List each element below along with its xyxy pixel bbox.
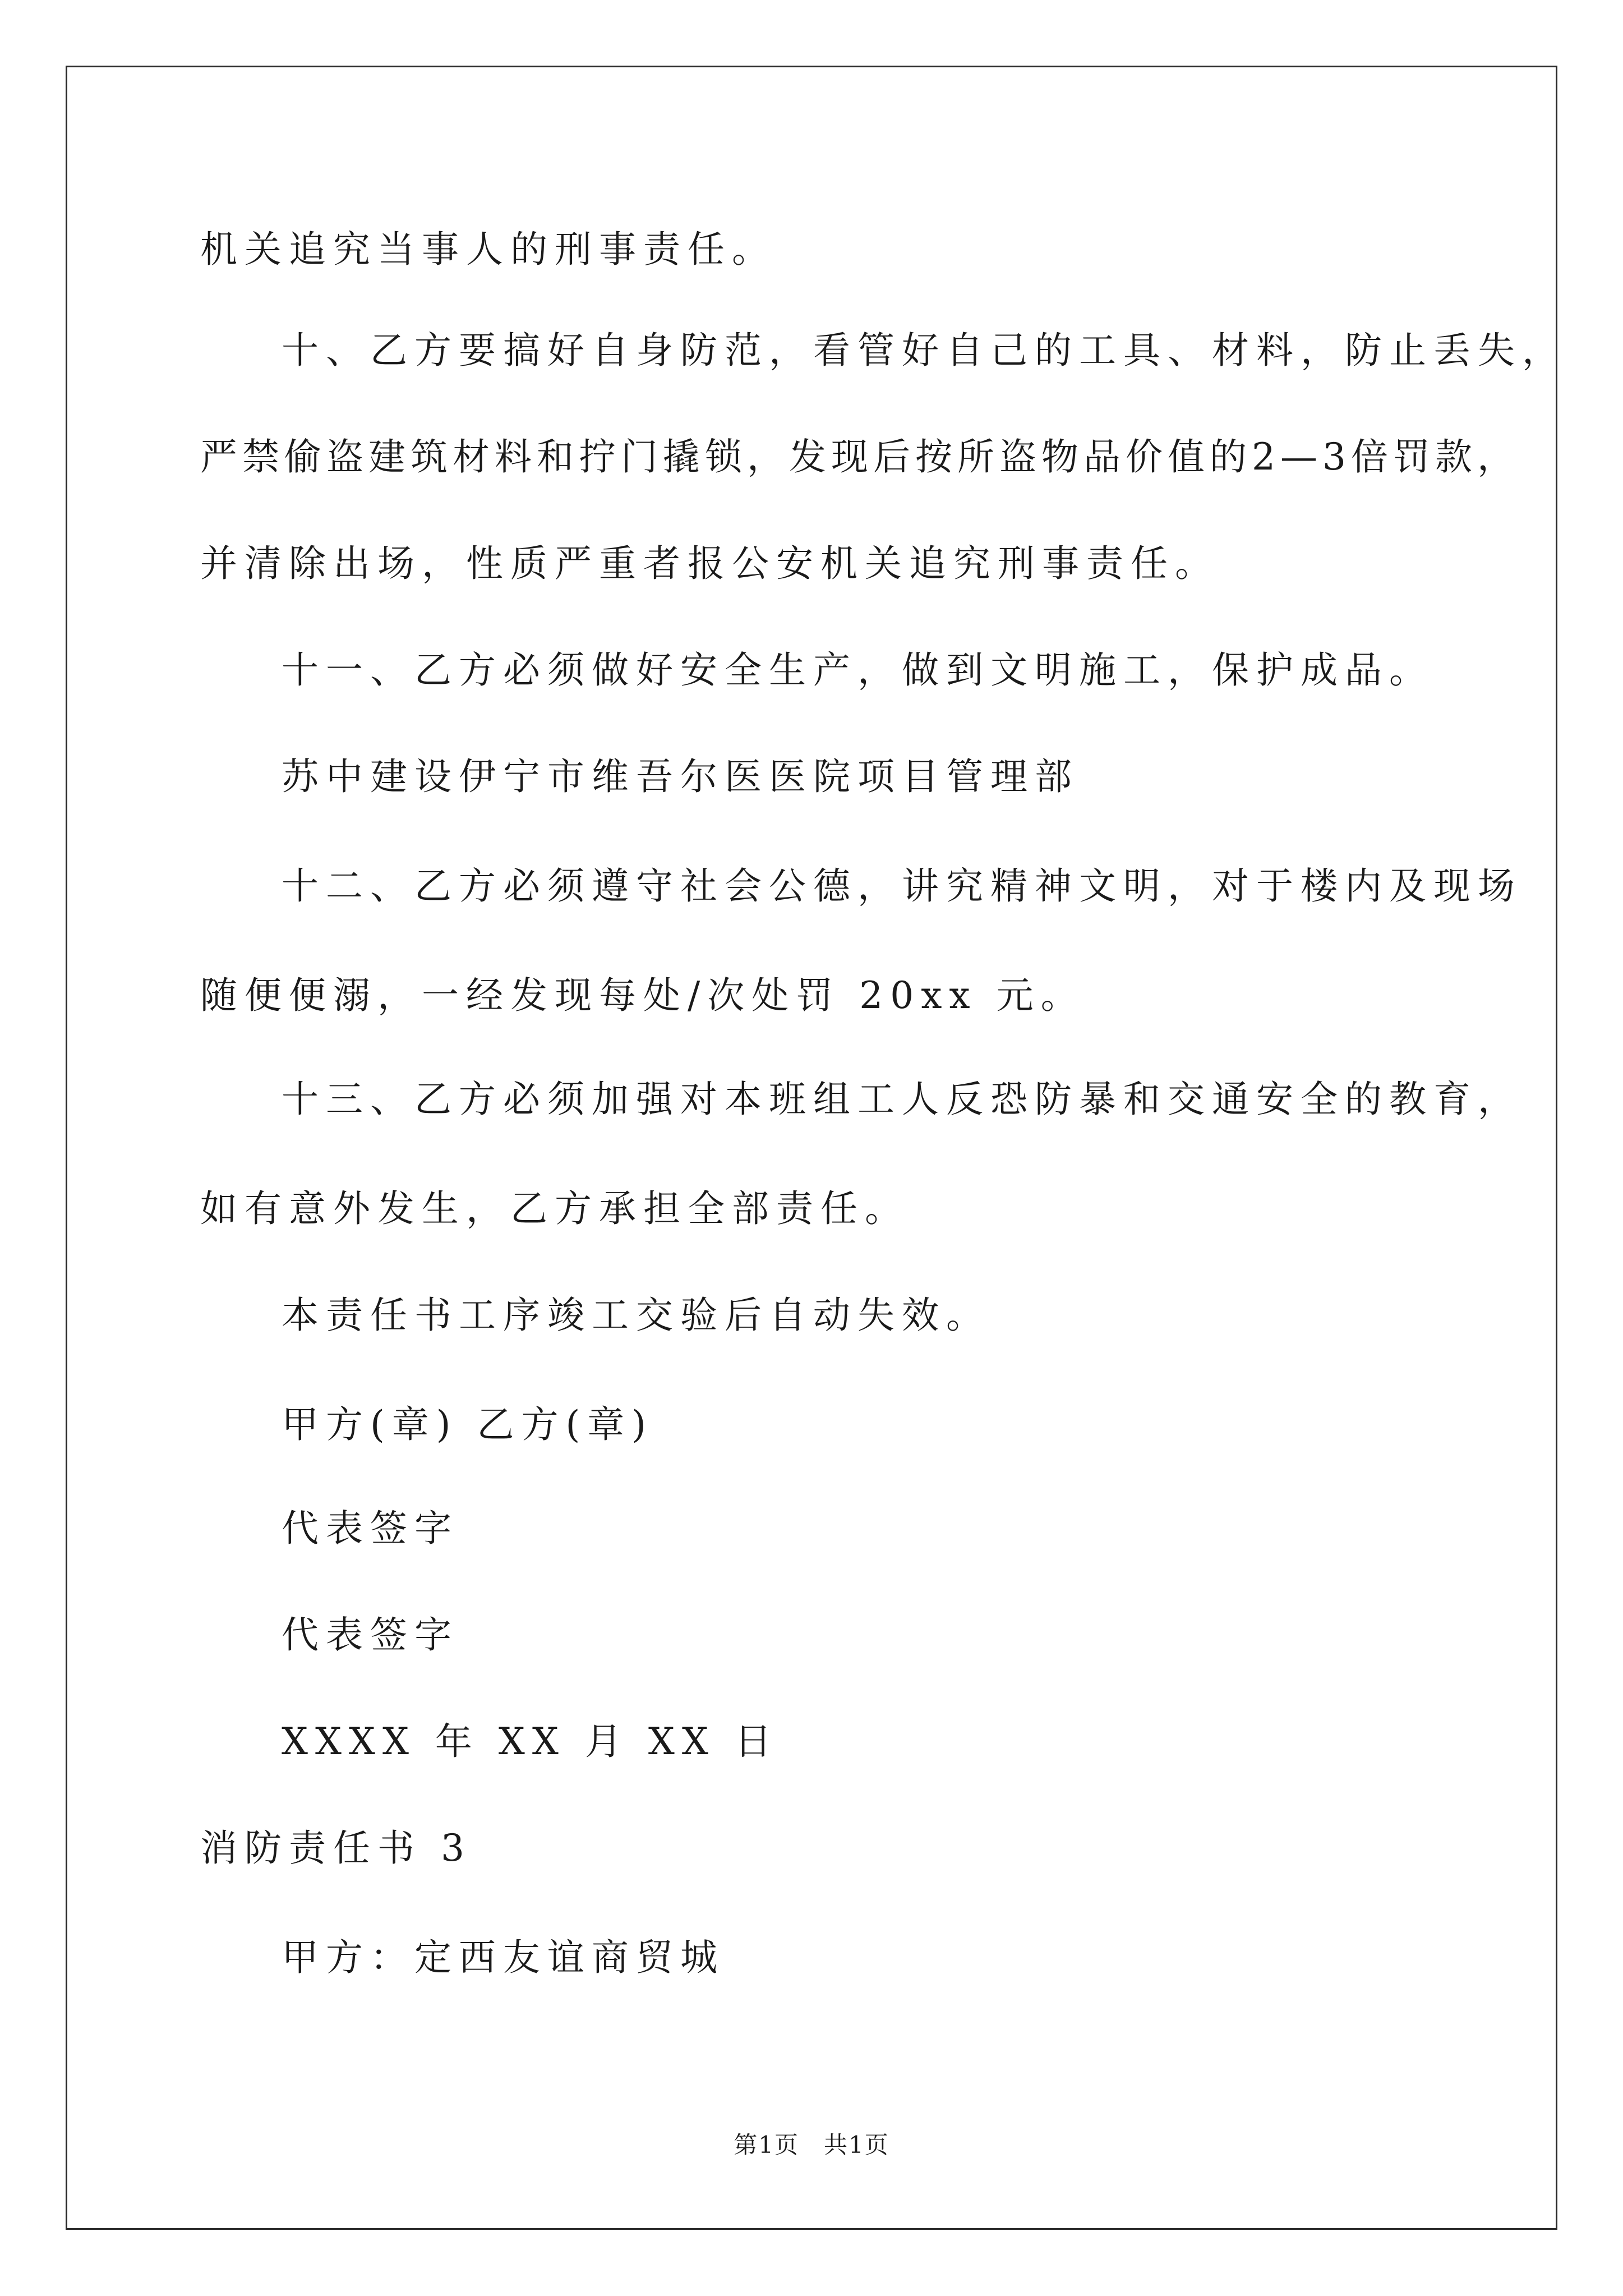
text-line: 随便便溺，一经发现每处/次处罚 20xx 元。 [200, 974, 1085, 1017]
signature-label: 代表签字 [282, 1507, 459, 1550]
text-line: 十一、乙方必须做好安全生产，做到文明施工，保护成品。 [282, 648, 1433, 692]
text-line: 十、乙方要搞好自身防范，看管好自己的工具、材料，防止丢失， [282, 329, 1566, 372]
page-number-footer: 第1页 共1页 [734, 2131, 889, 2159]
signature-label: 甲方(章) 乙方(章) [282, 1403, 653, 1446]
signature-label: 代表签字 [282, 1613, 459, 1657]
date-line: XXXX 年 XX 月 XX 日 [282, 1720, 779, 1763]
section-title: 消防责任书 3 [200, 1826, 472, 1870]
text-line: 并清除出场，性质严重者报公安机关追究刑事责任。 [200, 542, 1219, 585]
page-border [66, 66, 1557, 2230]
text-line: 甲方：定西友谊商贸城 [282, 1936, 725, 1979]
text-line: 本责任书工序竣工交验后自动失效。 [282, 1294, 990, 1337]
text-line: 严禁偷盗建筑材料和拧门撬锁，发现后按所盗物品价值的2—3倍罚款， [200, 435, 1519, 478]
text-line: 十三、乙方必须加强对本班组工人反恐防暴和交通安全的教育， [282, 1078, 1522, 1121]
text-line: 如有意外发生，乙方承担全部责任。 [200, 1187, 909, 1230]
text-line: 十二、乙方必须遵守社会公德，讲究精神文明，对于楼内及现场 [282, 864, 1522, 908]
text-line: 机关追究当事人的刑事责任。 [200, 228, 776, 271]
text-line: 苏中建设伊宁市维吾尔医医院项目管理部 [282, 755, 1079, 798]
